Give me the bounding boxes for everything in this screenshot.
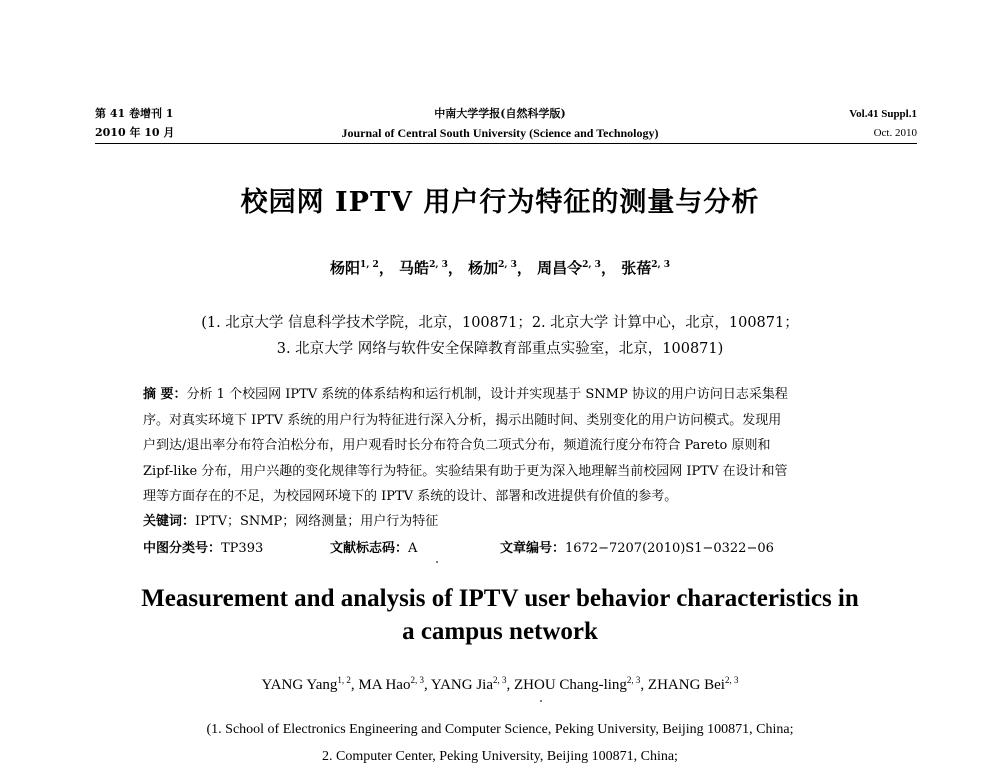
author-name-en: ZHOU Chang-ling [514,677,627,693]
author-affiliation-mark: 2, 3 [410,675,424,685]
article-number-value: 1672−7207(2010)S1−0322−06 [565,541,774,556]
scan-speck [540,700,542,702]
author-name: 马皓 [399,259,430,277]
author-affiliation-mark: 2, 3 [493,675,507,685]
header-rule [95,143,917,144]
document-code-label: 文献标志码： [330,541,409,556]
clc-number [143,537,263,556]
author-name: 杨加 [468,259,499,277]
author-affiliation-mark: 2, 3 [429,260,448,270]
keywords-value: IPTV；SNMP；网络测量；用户行为特征 [195,514,439,529]
affiliation-cn-line: (1. 北京大学 信息科学技术学院，北京，100871；2. 北京大学 计算中心，北京，100871； [201,315,799,331]
header-volume: Vol.41 Suppl.1 [849,108,917,120]
abstract-cn [143,382,878,510]
affiliation-en-line: 2. Computer Center, Peking University, Beijing 100871, China; [322,749,678,764]
author-name: 周昌令 [537,259,583,277]
abstract-line: Zipf-like 分布，用户兴趣的变化规律等行为特征。实验结果有助于更为深入地理解当前校园网 IPTV 在设计和管 [143,463,788,479]
keywords-label: 关键词： [143,514,196,529]
document-code-value: A [408,541,418,556]
keywords-cn [143,510,438,529]
abstract-line: 分析 1 个校园网 IPTV 系统的体系结构和运行机制，设计并实现基于 SNMP 协议的用户访问日志采集程 [186,387,788,402]
author-name-en: ZHANG Bei [647,677,725,693]
author-affiliation-mark: 2, 3 [582,260,601,270]
article-number-label: 文章编号： [500,541,566,556]
header-date-en: Oct. 2010 [873,127,917,139]
abstract-line: 户到达/退出率分布符合泊松分布，用户观看时长分布符合负二项式分布，频道流行度分布符合 Pareto 原则和 [143,438,771,453]
author-affiliation-mark: 2, 3 [651,260,670,270]
affiliation-en-line: (1. School of Electronics Engineering and Computer Science, Peking University, Beijing 100871, China; [206,722,794,737]
header-journal-cn: 中南大学学报(自然科学版) [434,107,566,120]
author-name: 杨阳 [330,259,361,277]
author-list-cn: 杨阳$^{1, 2}$， 马皓$^{2, 3}$， 杨加$^{2, 3}$， 周昌令$^{2, 3}$， 张蓓$^{2, 3}$ [330,259,670,277]
clc-label: 中图分类号： [143,541,222,556]
header-journal-en: Journal of Central South University (Science and Technology) [341,126,659,140]
article-number [500,537,774,556]
author-name-en: YANG Yang [261,677,338,693]
author-affiliation-mark: 1, 2 [360,260,379,270]
abstract-line: 序。对真实环境下 IPTV 系统的用户行为特征进行深入分析，揭示出随时间、类别变化的用户访问模式。发现用 [143,412,782,428]
paper-title-en-line: a campus network [402,618,598,645]
author-name: 张蓓 [621,259,652,277]
author-name-en: MA Hao [358,677,411,693]
author-affiliation-mark: 2, 3 [724,675,739,685]
author-affiliation-mark: 1, 2 [337,675,351,685]
abstract-label: 摘 要： [143,387,187,402]
author-affiliation-mark: 2, 3 [626,675,641,685]
paper-title-en-line: Measurement and analysis of IPTV user behavior characteristics in [141,585,859,612]
document-code [330,537,417,556]
author-affiliation-mark: 2, 3 [498,260,517,270]
clc-value: TP393 [221,541,264,556]
author-list-en: YANG Yang$^{1, 2}$, MA Hao$^{2, 3}$, YANG Jia$^{2, 3}$, ZHOU Chang-ling$^{2, 3}$, ZHANG Bei$^{2, 3}$ [261,675,739,693]
abstract-line: 理等方面存在的不足，为校园网环境下的 IPTV 系统的设计、部署和改进提供有价值的参考。 [143,489,678,504]
header-date-cn: 2010 年 10 月 [95,126,175,139]
header-issue: 第 41 卷增刊 1 [95,107,174,120]
affiliation-cn-line: 3. 北京大学 网络与软件安全保障教育部重点实验室，北京，100871) [276,341,724,357]
author-name-en: YANG Jia [430,677,493,693]
scan-speck [436,561,438,563]
paper-title-cn: 校园网 IPTV 用户行为特征的测量与分析 [240,187,760,218]
